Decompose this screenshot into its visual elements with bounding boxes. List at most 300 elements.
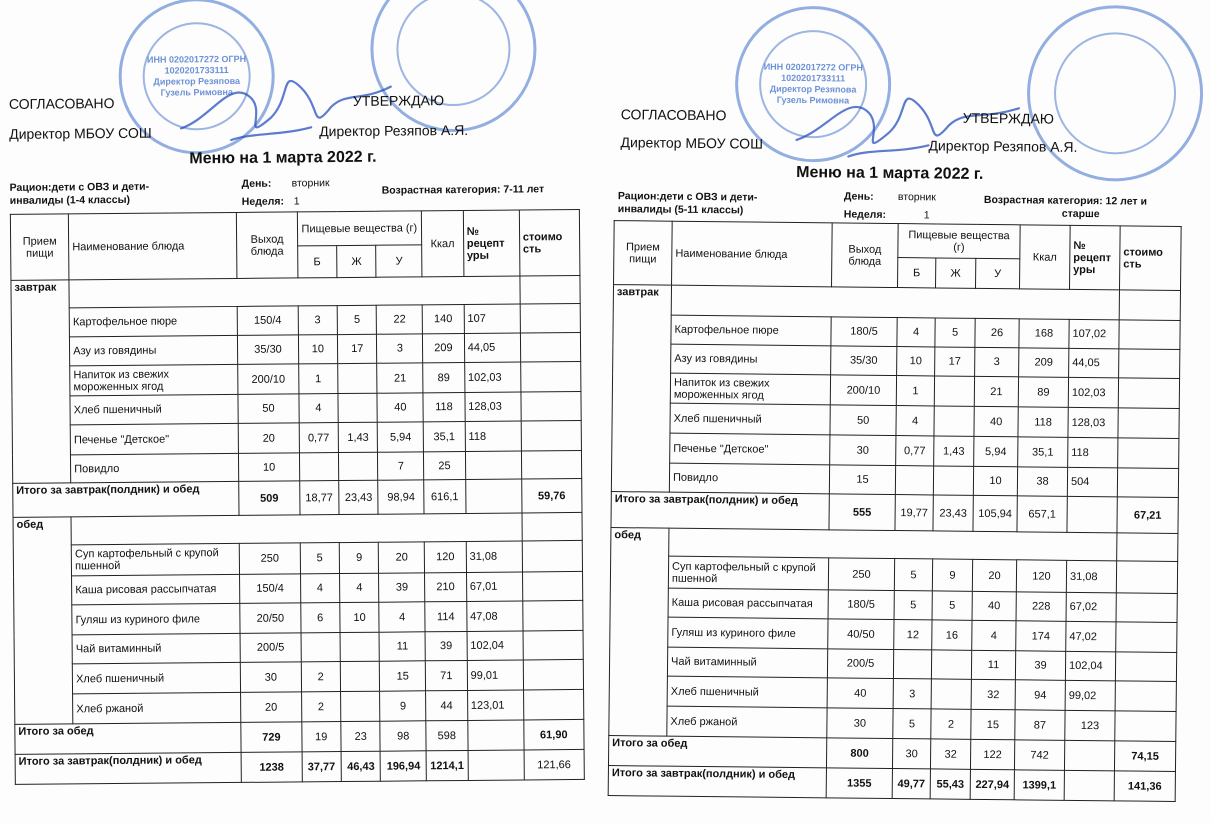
carb-cell: 20 [972, 559, 1016, 591]
dish-name: Печенье "Детское" [70, 423, 238, 454]
carb-cell: 21 [377, 363, 423, 393]
recipe-cell: 123,01 [467, 690, 523, 720]
week-value: 1 [293, 195, 300, 208]
col-dish-header: Наименование блюда [672, 221, 833, 287]
recipe-cell: 102,03 [1068, 377, 1118, 408]
protein-cell: 2 [301, 692, 341, 722]
output-cell: 10 [239, 453, 299, 482]
grand-total-label: Итого за завтрак(полдник) и обед [15, 752, 242, 784]
output-cell: 40 [827, 678, 893, 709]
kcal-cell: 71 [425, 660, 467, 690]
protein-cell: 4 [300, 574, 340, 603]
cost-cell [1117, 533, 1178, 562]
kcal-cell: 87 [1015, 710, 1065, 741]
kcal-cell: 89 [1018, 377, 1068, 408]
grand-total-recipe-empty [468, 750, 524, 780]
fat-cell [341, 691, 381, 721]
ration-label-line2: инвалиды (5-11 классы) [617, 203, 744, 217]
fat-cell: 5 [337, 305, 377, 334]
dish-name: Картофельное пюре [671, 315, 831, 346]
dish-name: Суп картофельный с крупой пшенной [71, 543, 239, 575]
col-output-header: Выход блюда [237, 212, 298, 279]
grand-total-fat: 46,43 [341, 751, 381, 781]
age-category-line2: старше [1061, 207, 1100, 221]
col-meal-header: Прием пищи [614, 221, 673, 286]
carb-cell: 5,94 [378, 422, 424, 452]
protein-cell: 3 [298, 306, 338, 335]
kcal-cell: 89 [423, 362, 465, 392]
col-recipe-header: № рецепт уры [1069, 225, 1120, 290]
protein-cell: 1 [298, 364, 338, 394]
cost-cell [1119, 349, 1180, 379]
total-protein: 30 [892, 739, 930, 769]
output-cell: 150/4 [240, 574, 300, 604]
total-label: Итого за завтрак(полдник) и обед [611, 492, 829, 530]
dish-name: Картофельное пюре [69, 306, 237, 336]
recipe-cell: 118 [1068, 437, 1118, 468]
total-recipe-empty [1067, 496, 1117, 533]
kcal-cell: 210 [425, 572, 467, 601]
dish-name: Азу из говядины [671, 344, 831, 375]
dish-name: Суп картофельный с крупой пшенной [668, 556, 828, 590]
carb-cell: 40 [377, 393, 423, 422]
breakfast-total-row [13, 478, 582, 517]
recipe-cell: 47,02 [1066, 621, 1116, 652]
carb-cell: 21 [974, 376, 1018, 406]
official-seal-stamp-right [1026, 4, 1204, 182]
output-cell: 15 [829, 465, 895, 495]
day-value: вторник [291, 177, 330, 190]
protein-cell: 0,77 [896, 436, 934, 466]
total-recipe-empty [465, 479, 521, 513]
carb-cell: 22 [377, 305, 423, 334]
protein-cell: 5 [894, 559, 932, 591]
total-fat: 23 [341, 721, 381, 751]
dish-name: Гуляш из куриного филе [668, 617, 828, 649]
age-category: Возрастная категория: 7-11 лет [381, 183, 545, 197]
col-nutrients-header: Пищевые вещества (г) [297, 211, 422, 246]
fat-cell [931, 650, 971, 679]
grand-total-output: 1238 [241, 752, 301, 783]
table-row [12, 361, 581, 396]
total-protein: 19,77 [895, 495, 933, 531]
carb-cell: 11 [971, 650, 1015, 679]
official-seal-stamp: ИНН 0202017272 ОГРН 1020201733111 Директор Резяпова Гузель Римовна [118, 0, 275, 155]
grand-total-protein: 49,77 [892, 769, 930, 799]
output-cell: 30 [830, 435, 896, 466]
approve-label: УТВЕРЖДАЮ [962, 109, 1055, 127]
output-cell: 50 [830, 405, 896, 436]
carb-cell: 32 [971, 679, 1015, 709]
total-cost: 59,76 [521, 478, 582, 513]
total-output: 800 [826, 738, 892, 769]
kcal-cell: 94 [1015, 680, 1065, 711]
col-carb-header: У [976, 258, 1020, 288]
lunch-section-label: обед [13, 517, 73, 724]
output-cell: 250 [828, 558, 894, 591]
output-cell: 200/10 [238, 364, 298, 395]
kcal-cell: 209 [1019, 348, 1069, 378]
col-cost-header: стоимо сть [519, 209, 580, 276]
grand-total-cost: 121,66 [524, 749, 585, 780]
recipe-cell: 67,01 [466, 572, 522, 601]
output-cell: 35/30 [831, 346, 897, 376]
total-carb: 122 [970, 739, 1014, 769]
protein-cell: 2 [301, 662, 341, 692]
grand-total-fat: 55,43 [930, 769, 970, 799]
ration-label: Рацион:дети с ОВЗ и дети- [617, 190, 758, 204]
fat-cell [933, 466, 973, 495]
carb-cell: 15 [971, 709, 1015, 739]
col-fat-header: Ж [337, 245, 377, 277]
dish-name: Напиток из свежих мороженных ягод [70, 364, 238, 395]
fat-cell: 1,43 [338, 422, 378, 452]
carb-cell: 40 [972, 591, 1016, 620]
total-label: Итого за обед [15, 722, 242, 754]
recipe-cell [465, 451, 521, 479]
age-category: Возрастная категория: 12 лет и [983, 193, 1148, 208]
dish-name: Гуляш из куриного филе [72, 603, 240, 634]
dish-name: Хлеб пшеничный [72, 662, 240, 693]
carb-cell: 26 [975, 318, 1019, 347]
dish-name: Напиток из свежих мороженных ягод [670, 373, 830, 405]
fat-cell [934, 376, 974, 406]
cost-cell [1116, 622, 1177, 653]
menu-table [608, 220, 1182, 802]
carb-cell: 3 [377, 334, 423, 363]
protein-cell: 1 [896, 376, 934, 406]
total-output: 555 [829, 494, 895, 531]
menu-document-grades-5-11 [608, 0, 1211, 793]
kcal-cell: 38 [1017, 467, 1067, 497]
grand-total-cost: 141,36 [1114, 771, 1175, 802]
recipe-cell: 31,08 [466, 541, 522, 572]
cost-cell [1117, 468, 1178, 498]
output-cell: 20/50 [240, 603, 300, 634]
cost-cell [523, 689, 584, 720]
dish-name: Чай витаминный [667, 647, 827, 678]
breakfast-section-label: завтрак [11, 280, 71, 483]
menu-table [10, 209, 585, 785]
total-kcal: 598 [426, 720, 468, 750]
col-fat-header: Ж [936, 258, 976, 288]
fat-cell [931, 679, 971, 709]
cost-cell [521, 391, 582, 421]
total-output: 729 [241, 722, 301, 753]
approve-label: УТВЕРЖДАЮ [352, 92, 445, 109]
protein-cell [301, 633, 341, 662]
col-carb-header: У [376, 245, 422, 277]
section-spacer [671, 285, 1119, 320]
table-row [13, 540, 582, 576]
fat-cell: 4 [340, 573, 380, 602]
protein-cell: 0,77 [299, 423, 339, 453]
protein-cell: 5 [893, 709, 931, 739]
recipe-cell: 102,04 [1065, 651, 1115, 681]
dish-name: Хлеб пшеничный [70, 394, 238, 424]
protein-cell [895, 466, 933, 495]
total-output: 509 [239, 481, 300, 516]
cost-cell [1116, 593, 1177, 623]
agreed-label: СОГЛАСОВАНО [620, 106, 727, 124]
cost-cell [1119, 320, 1180, 350]
agreed-label: СОГЛАСОВАНО [8, 95, 115, 112]
grand-total-protein: 37,77 [302, 752, 342, 782]
cost-cell [1115, 681, 1176, 712]
dish-name: Хлеб ржаной [73, 692, 241, 723]
recipe-cell: 31,08 [1066, 560, 1116, 593]
output-cell: 40/50 [828, 619, 894, 650]
output-cell: 20 [239, 423, 299, 454]
fat-cell [338, 452, 378, 480]
col-dish-header: Наименование блюда [69, 212, 238, 279]
fat-cell: 9 [932, 559, 972, 591]
protein-cell: 10 [298, 335, 338, 364]
grand-total-output: 1355 [826, 768, 892, 799]
total-fat: 23,43 [933, 495, 973, 531]
grand-total-carb: 227,94 [970, 769, 1014, 799]
fat-cell [340, 661, 380, 691]
carb-cell: 10 [973, 466, 1017, 495]
total-kcal: 742 [1014, 740, 1064, 771]
fat-cell: 1,43 [934, 436, 974, 466]
fat-cell: 9 [339, 542, 379, 573]
protein-cell: 12 [894, 620, 932, 650]
grand-total-row [608, 766, 1175, 802]
total-carb: 105,94 [973, 495, 1017, 531]
carb-cell: 39 [379, 573, 425, 602]
recipe-cell: 47,08 [466, 601, 522, 631]
dish-name: Азу из говядины [70, 335, 238, 365]
recipe-cell: 44,05 [464, 333, 520, 362]
carb-cell: 9 [380, 691, 426, 721]
cost-cell [520, 275, 581, 304]
ration-label: Рацион:дети с ОВЗ и дети- [9, 180, 150, 194]
carb-cell: 20 [379, 542, 425, 573]
protein-cell: 3 [893, 679, 931, 709]
day-label: День: [241, 177, 272, 190]
table-row [12, 420, 581, 455]
cost-cell [1116, 561, 1177, 594]
col-kcal-header: Ккал [421, 210, 463, 276]
grand-total-carb: 196,94 [381, 751, 427, 781]
cost-cell [520, 361, 581, 392]
total-carb: 98 [380, 721, 426, 751]
total-protein: 18,77 [299, 481, 339, 515]
kcal-cell: 25 [424, 451, 466, 479]
director-name-label: Директор Резяпов А.Я. [928, 137, 1078, 155]
col-protein-header: Б [297, 246, 337, 278]
recipe-cell: 99,01 [467, 660, 523, 690]
cost-cell [1118, 378, 1179, 409]
col-meal-header: Прием пищи [10, 214, 69, 281]
director-school-label: Директор МБОУ СОШ [9, 124, 152, 142]
col-recipe-header: № рецепт уры [463, 210, 520, 276]
dish-name: Каша рисовая рассыпчатая [668, 588, 828, 619]
table-row [14, 600, 583, 635]
section-spacer [71, 513, 522, 545]
dish-name: Чай витаминный [72, 633, 240, 663]
recipe-cell: 44,05 [1069, 348, 1119, 378]
cost-cell [522, 512, 583, 541]
total-cost: 61,90 [524, 719, 585, 750]
col-kcal-header: Ккал [1019, 225, 1070, 290]
grand-total-recipe-empty [1064, 770, 1114, 801]
cost-cell [520, 332, 581, 362]
output-cell: 20 [241, 692, 301, 723]
kcal-cell: 35,1 [1018, 437, 1068, 468]
lunch-section-label: обед [609, 528, 669, 737]
total-kcal: 616,1 [424, 479, 466, 513]
cost-cell [1115, 711, 1176, 742]
total-kcal: 657,1 [1017, 496, 1067, 533]
recipe-cell: 107,02 [1069, 319, 1119, 349]
fat-cell [338, 363, 378, 393]
cost-cell [1118, 408, 1179, 439]
breakfast-total-row [611, 492, 1178, 534]
day-label: День: [843, 190, 874, 203]
protein-cell [299, 453, 339, 481]
kcal-cell: 114 [425, 601, 467, 631]
total-label: Итого за обед [608, 736, 826, 768]
protein-cell: 6 [300, 603, 340, 633]
kcal-cell: 174 [1016, 621, 1066, 652]
grand-total-kcal: 1214,1 [426, 750, 468, 780]
total-fat: 32 [930, 739, 970, 769]
recipe-cell: 128,03 [465, 392, 521, 421]
week-value: 1 [923, 209, 930, 222]
protein-cell: 4 [299, 394, 339, 423]
day-value: вторник [897, 191, 936, 204]
kcal-cell: 118 [423, 392, 465, 421]
cost-cell [522, 540, 583, 572]
total-protein: 19 [301, 722, 341, 752]
cost-cell [1115, 652, 1176, 682]
cost-cell [1118, 438, 1179, 469]
fat-cell [934, 406, 974, 436]
output-cell: 30 [827, 708, 893, 739]
kcal-cell: 39 [425, 631, 467, 660]
dish-name: Повидло [71, 453, 239, 482]
carb-cell: 7 [378, 452, 424, 480]
breakfast-section-label: завтрак [611, 285, 671, 493]
col-output-header: Выход блюда [832, 223, 899, 288]
table-row [15, 689, 584, 724]
director-name-label: Директор Резяпов А.Я. [319, 121, 469, 140]
menu-title: Меню на 1 марта 2022 г. [796, 163, 984, 183]
director-school-label: Директор МБОУ СОШ [620, 134, 764, 152]
output-cell: 200/10 [830, 375, 896, 406]
cost-cell [523, 659, 584, 690]
fat-cell: 16 [932, 620, 972, 650]
carb-cell: 11 [380, 632, 426, 661]
dish-name: Хлеб ржаной [667, 706, 827, 738]
kcal-cell: 120 [1016, 560, 1066, 593]
recipe-cell: 128,03 [1068, 407, 1118, 438]
week-label: Неделя: [241, 195, 285, 208]
recipe-cell: 102,03 [464, 362, 520, 392]
week-label: Неделя: [843, 208, 887, 221]
total-label: Итого за завтрак(полдник) и обед [13, 481, 240, 517]
cost-cell [1119, 290, 1180, 321]
total-cost: 74,15 [1114, 741, 1175, 772]
protein-cell: 4 [896, 406, 934, 436]
carb-cell: 15 [380, 661, 426, 691]
kcal-cell: 228 [1016, 592, 1066, 622]
recipe-cell: 107 [464, 304, 520, 333]
recipe-cell: 67,02 [1066, 592, 1116, 622]
carb-cell: 40 [974, 406, 1018, 436]
kcal-cell: 118 [1018, 407, 1068, 438]
fat-cell: 5 [935, 318, 975, 347]
total-recipe-empty [1064, 740, 1114, 771]
carb-cell: 3 [975, 347, 1019, 376]
cost-cell [521, 420, 582, 451]
menu-title: Меню на 1 марта 2022 г. [189, 148, 377, 168]
kcal-cell: 168 [1019, 319, 1069, 349]
output-cell: 30 [241, 662, 301, 693]
col-nutrients-header: Пищевые вещества (г) [898, 224, 1020, 259]
fat-cell: 10 [340, 602, 380, 632]
kcal-cell: 140 [422, 304, 464, 333]
output-cell: 50 [238, 394, 298, 424]
grand-total-row [15, 749, 584, 784]
fat-cell: 5 [932, 591, 972, 620]
grand-total-label: Итого за завтрак(полдник) и обед [608, 766, 826, 798]
grand-total-kcal: 1399,1 [1014, 770, 1064, 801]
protein-cell: 10 [897, 347, 935, 376]
dish-name: Хлеб пшеничный [667, 676, 827, 708]
output-cell: 200/5 [827, 649, 893, 679]
kcal-cell: 35,1 [423, 421, 465, 451]
total-recipe-empty [467, 720, 523, 750]
cost-cell [522, 600, 583, 631]
recipe-cell: 123 [1065, 710, 1115, 741]
protein-cell [893, 650, 931, 679]
protein-cell: 5 [300, 543, 340, 574]
output-cell: 250 [240, 543, 300, 575]
kcal-cell: 209 [423, 333, 465, 362]
cost-cell [522, 571, 583, 601]
section-spacer [69, 276, 520, 308]
total-carb: 98,94 [378, 480, 424, 514]
cost-cell [523, 630, 584, 660]
dish-name: Повидло [669, 463, 829, 494]
table-row [14, 659, 583, 694]
fat-cell: 2 [931, 709, 971, 739]
kcal-cell: 44 [426, 690, 468, 720]
cost-cell [521, 450, 582, 479]
ration-label-line2: инвалиды (1-4 классы) [9, 193, 131, 207]
dish-name: Печенье "Детское" [670, 433, 830, 465]
cost-cell [520, 303, 581, 333]
recipe-cell: 99,02 [1065, 680, 1115, 711]
total-fat: 23,43 [339, 480, 379, 514]
carb-cell: 5,94 [974, 436, 1018, 466]
dish-name: Хлеб пшеничный [670, 403, 830, 435]
protein-cell: 4 [897, 318, 935, 347]
protein-cell: 5 [894, 591, 932, 620]
fat-cell: 17 [337, 334, 377, 363]
fat-cell [338, 393, 378, 422]
kcal-cell: 120 [424, 541, 466, 572]
carb-cell: 4 [379, 602, 425, 632]
fat-cell [340, 632, 380, 661]
col-protein-header: Б [898, 258, 936, 288]
total-cost: 67,21 [1117, 497, 1178, 534]
fat-cell: 17 [935, 347, 975, 376]
recipe-cell: 504 [1067, 467, 1117, 497]
